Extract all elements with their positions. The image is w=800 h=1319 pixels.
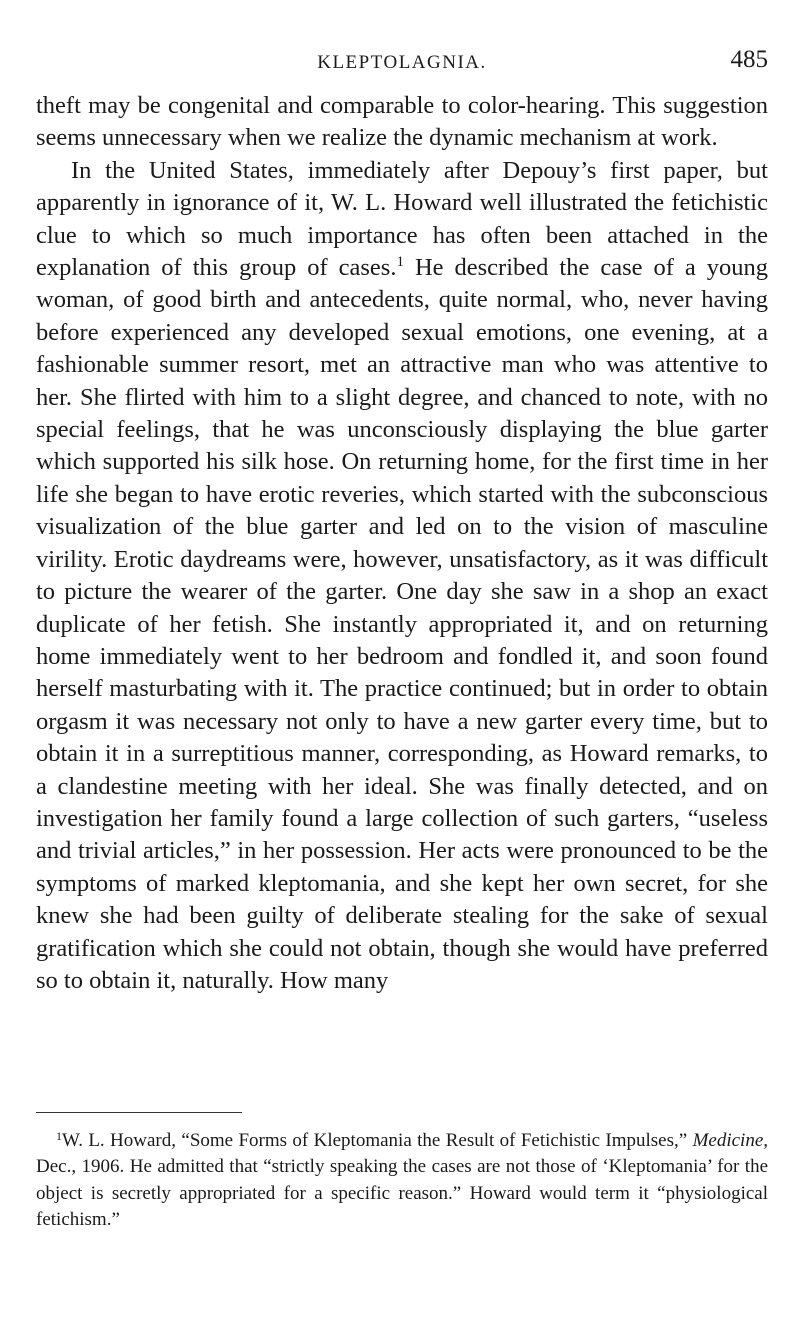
footnote-divider [36,1112,242,1113]
paragraph-continued [36,90,768,155]
page-number: 485 [730,46,768,73]
footnote [36,1128,768,1233]
paragraph-text: In the United States, immediately after Depouy’s first paper, but apparently in ignorance of it, W. L. Howard well illustrated the fetichistic clue to which so much importance has often been attached in the explanation of this group of cases. [36,156,768,282]
running-head: KLEPTOLAGNIA. [317,52,487,73]
footnote-citation: W. L. Howard, “Some Forms of Kleptomania the Result of Fetichistic Impulses,” [62,1130,693,1151]
paragraph-text: theft may be congenital and comparable to color-hearing. This suggestion seems unnecessary when we realize the dynamic mechanism at work. [36,92,768,152]
body-text [36,90,768,997]
page-header [36,46,768,86]
paragraph-text-continuation: He described the case of a young woman, of good birth and antecedents, quite normal, who, never having before experienced any developed sexual emotions, one evening, at a fashionable summer resort, met an attractive man who was attentive to her. She flirted with him to a slight degree, and chanced to note, with no special feelings, that he was unconsciously displaying the blue garter which supported his silk hose. On returning home, for the first time in her life she began to have erotic reveries, which started with the subconscious visualization of the blue garter and led on to the vision of masculine virility. Erotic daydreams were, however, unsatisfactory, as it was difficult to picture the wearer of the garter. One day she saw in a shop an exact duplicate of her fetish. She instantly appropriated it, and on returning home immediately went to her bedroom and fondled it, and soon found herself masturbating with it. The practice continued; but in order to obtain orgasm it was necessary not only to have a new garter every time, but to obtain it in a surreptitious manner, corresponding, as Howard remarks, to a clandestine meeting with her ideal. She was finally detected, and on investigation her family found a large collection of such garters, “useless and trivial articles,” in her possession. Her acts were pronounced to be the symptoms of marked kleptomania, and she kept her own secret, for she knew she had been guilty of deliberate stealing for the sake of sexual gratification which she could not obtain, though she would have preferred so to obtain it, naturally. How many [36,254,769,994]
footnote-remark: Dec., 1906. He admitted that “strictly speaking the cases are not those of ‘Kleptomania’ for the object is secretly appropriated for a specific reason.” Howard would term it “physiological fetichism.” [36,1156,768,1230]
footnote-marker: 1 [56,1129,62,1143]
footnote-journal-title: Medicine, [692,1130,768,1151]
footnote-reference[interactable]: 1 [396,254,404,271]
footnote-text [36,1128,768,1233]
paragraph-howard-case [36,155,768,998]
